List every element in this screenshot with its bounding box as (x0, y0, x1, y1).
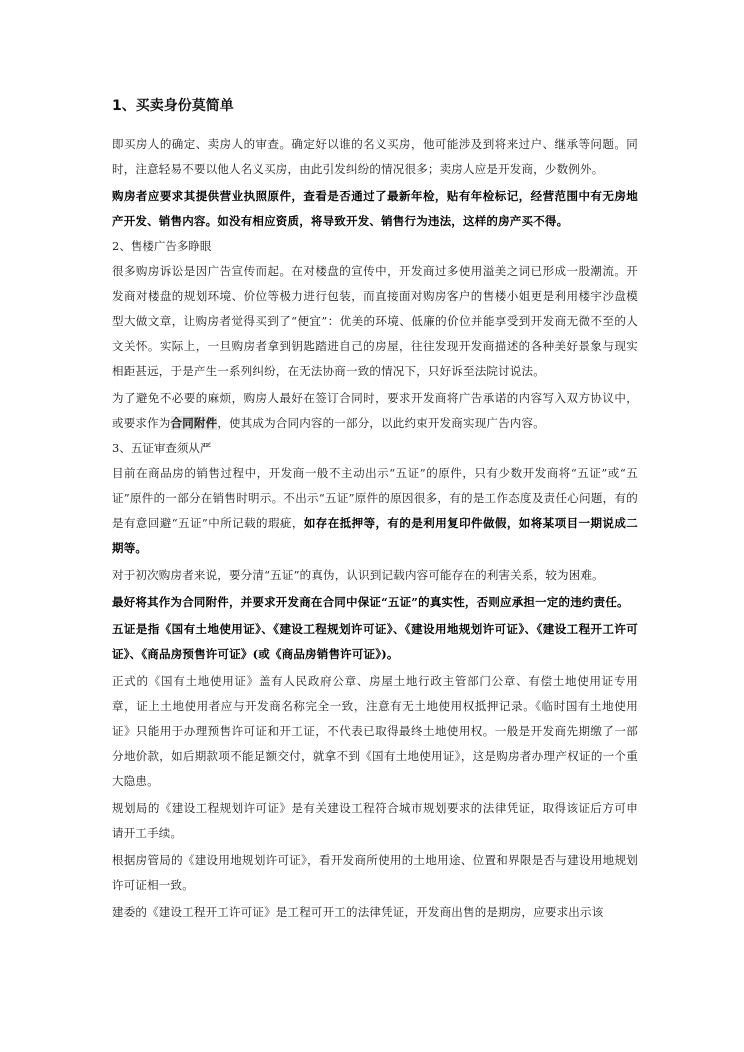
section-1-paragraph-2-bold: 购房者应要求其提供营业执照原件，查看是否通过了最新年检，贴有年检标记，经营范围中有无房地产开发、销售内容。如没有相应资质，将导致开发、销售行为违法，这样的房产买不得。 (112, 189, 638, 228)
section-2-paragraph-2 (112, 386, 638, 436)
land-planning-permit-paragraph: 根据房管局的《建设用地规划许可证》，看开发商所使用的土地用途、位置和界限是否与建设用地规划许可证相一致。 (112, 853, 638, 892)
section-3-paragraph-1-bold: 如存在抵押等，有的是利用复印件做假，如将某项目一期说成二期等。 (112, 516, 638, 555)
section-3-heading: 3、五证审查须从严 (112, 441, 212, 455)
section-2-paragraph-2-start: 为了避免不必要的麻烦，购房人最好在签订合同时，要求开发商将广告承诺的内容写入双方协议中，或要求作为 (112, 391, 638, 430)
section-3-paragraph-1-text: 目前在商品房的销售过程中，开发商一般不主动出示“五证”的原件，只有少数开发商将“五证”或“五证”原件的一部分在销售时明示。不出示“五证”原件的原因很多，有的是工作态度及责任心问题，有的是有意回避“五证”中所记载的瑕疵， (112, 466, 638, 530)
section-2-heading: 2、售楼广告多睁眼 (112, 239, 212, 253)
section-1-heading: 1、买卖身份莫简单 (112, 98, 234, 114)
five-certificates-definition: 五证是指《国有土地使用证》、《建设工程规划许可证》、《建设用地规划许可证》、《建设工程开工许可证》、《商品房预售许可证》(或《商品房销售许可证》)。 (112, 622, 638, 661)
document-body (112, 96, 638, 927)
section-2-paragraph-2-end: ，使其成为合同内容的一部分，以此约束开发商实现广告内容。 (217, 416, 545, 430)
section-3-paragraph-1 (112, 461, 638, 561)
contract-attachment-highlight: 合同附件 (170, 416, 218, 430)
section-3-paragraph-2: 对于初次购房者来说，要分清“五证”的真伪，认识到记载内容可能存在的利害关系，较为困难。 (112, 568, 604, 582)
section-1-paragraph-1: 即买房人的确定、卖房人的审查。确定好以谁的名义买房，他可能涉及到将来过户、继承等问题。同时，注意轻易不要以他人名义买房，由此引发纠纷的情况很多；卖房人应是开发商，少数例外。 (112, 137, 638, 176)
land-use-certificate-paragraph: 正式的《国有土地使用证》盖有人民政府公章、房屋土地行政主管部门公章、有偿土地使用证专用章，证上土地使用者应与开发商名称完全一致，注意有无土地使用权抵押记录。《临时国有土地使用证》只能用于办理预售许可证和开工证，不代表已取得最终土地使用权。一般是开发商先期缴了一部分地价款，如后期款项不能足额交付，就拿不到《国有土地使用证》，这是购房者办理产权证的一个重大隐患。 (112, 674, 638, 788)
section-3-paragraph-3-bold: 最好将其作为合同附件，并要求开发商在合同中保证“五证”的真实性，否则应承担一定的违约责任。 (112, 595, 629, 609)
planning-permit-paragraph: 规划局的《建设工程规划许可证》是有关建设工程符合城市规划要求的法律凭证，取得该证后方可申请开工手续。 (112, 801, 638, 840)
construction-permit-paragraph: 建委的《建设工程开工许可证》是工程可开工的法律凭证，开发商出售的是期房，应要求出示该 (112, 905, 604, 919)
section-2-paragraph-1: 很多购房诉讼是因广告宣传而起。在对楼盘的宣传中，开发商过多使用溢美之词已形成一股潮流。开发商对楼盘的规划环境、价位等极力进行包装，而直接面对购房客户的售楼小姐更是利用楼宇沙盘模型大做文章，让购房者觉得买到了“便宜”：优美的环境、低廉的价位并能享受到开发商无微不至的人文关怀。实际上，一旦购房者拿到钥匙踏进自己的房屋，往往发现开发商描述的各种美好景象与现实相距甚远，于是产生一系列纠纷，在无法协商一致的情况下，只好诉至法院讨说法。 (112, 264, 638, 378)
